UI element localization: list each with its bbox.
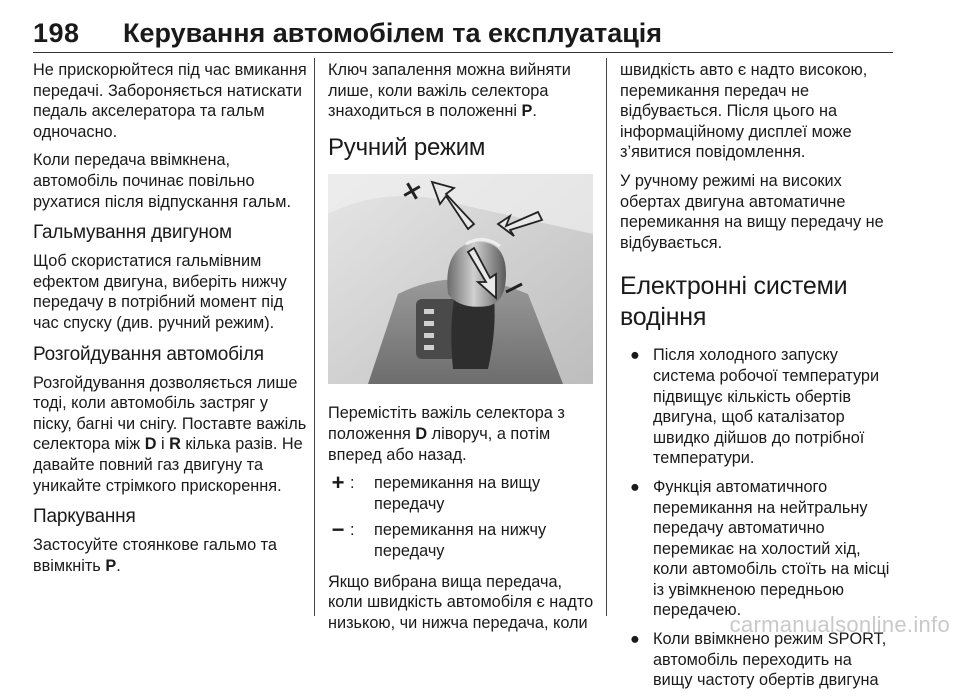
- section-heading-manual-mode: Ручний режим: [328, 133, 486, 161]
- column-middle: [328, 60, 598, 641]
- paragraph: У ручному режимі на високих обертах двигуна автоматичне перемикання на вищу передачу не відбувається.: [620, 171, 884, 252]
- gear-selector-figure: [328, 174, 593, 384]
- bullet-icon: ●: [630, 346, 640, 365]
- paragraph: Коли передача ввімкнена, автомобіль починає повільно рухатися після відпускання гальм.: [33, 151, 291, 211]
- bullet-icon: ●: [630, 630, 640, 649]
- plus-definition: + : перемикання на вищу передачу: [328, 473, 598, 514]
- bullet-icon: ●: [630, 477, 640, 496]
- paragraph: Якщо вибрана вища передача, коли швидкість автомобіля є надто низькою, чи нижча передача, коли: [328, 572, 594, 632]
- column-divider: [314, 58, 315, 616]
- plus-description: перемикання на вищу передачу: [374, 474, 541, 513]
- page-title: Керування автомобілем та експлуатація: [123, 18, 663, 48]
- list-item: ● Коли ввімкнено режим SPORT, автомобіль переходить на вищу частоту обертів двигуна: [630, 630, 887, 690]
- list-item: ● Після холодного запуску система робочої температури підвищує кількість обертів двигуна, щоб каталізатор швидко дійшов до потрібної температури.: [630, 346, 880, 468]
- column-right: [620, 60, 895, 699]
- page-number: 198: [33, 18, 80, 48]
- paragraph: швидкість авто є надто високою, перемикання передач не відбувається. Після цього на інформаційному дисплеї може з’явитися повідомлення.: [620, 61, 868, 162]
- paragraph: Перемістіть важіль селектора з положення D ліворуч, а потім вперед або назад.: [328, 404, 565, 464]
- watermark: carmanualsonline.info: [729, 612, 950, 637]
- bullet-list: [620, 345, 895, 691]
- column-left: [33, 60, 308, 584]
- paragraph: Не прискорюйтеся під час вмикання передачі. Забороняється натискати педаль акселератора та гальм одночасно.: [33, 61, 307, 141]
- section-heading-electronic-systems: Електронні системи водіння: [620, 272, 848, 332]
- column-divider: [606, 58, 607, 616]
- minus-definition: − : перемикання на нижчу передачу: [328, 520, 598, 561]
- minus-icon: −: [331, 517, 345, 543]
- plus-icon: +: [331, 470, 345, 496]
- paragraph: Щоб скористатися гальмівним ефектом двигуна, виберіть нижчу передачу в потрібний момент під час спуску (див. ручний режим).: [33, 252, 287, 332]
- paragraph: Розгойдування дозволяється лише тоді, коли автомобіль застряг у піску, багні чи снігу. Поставте важіль селектора між D і R кілька разів. Не давайте повний газ двигуну та уникайте стрімкого прискорення.: [33, 373, 307, 495]
- list-item: ● Функція автоматичного перемикання на нейтральну передачу автоматично перемикає на холостий хід, коли автомобіль стоїть на місці із увімкненою передньою передачею.: [630, 477, 890, 620]
- minus-description: перемикання на нижчу передачу: [374, 521, 547, 560]
- paragraph: Ключ запалення можна вийняти лише, коли важіль селектора знаходиться в положенні P.: [328, 61, 571, 121]
- section-heading-rocking: Розгойдування автомобіля: [33, 343, 264, 365]
- section-heading-engine-braking: Гальмування двигуном: [33, 222, 232, 244]
- paragraph: Застосуйте стоянкове гальмо та ввімкніть P.: [33, 536, 277, 575]
- section-heading-parking: Паркування: [33, 506, 136, 528]
- page-header: [33, 12, 893, 53]
